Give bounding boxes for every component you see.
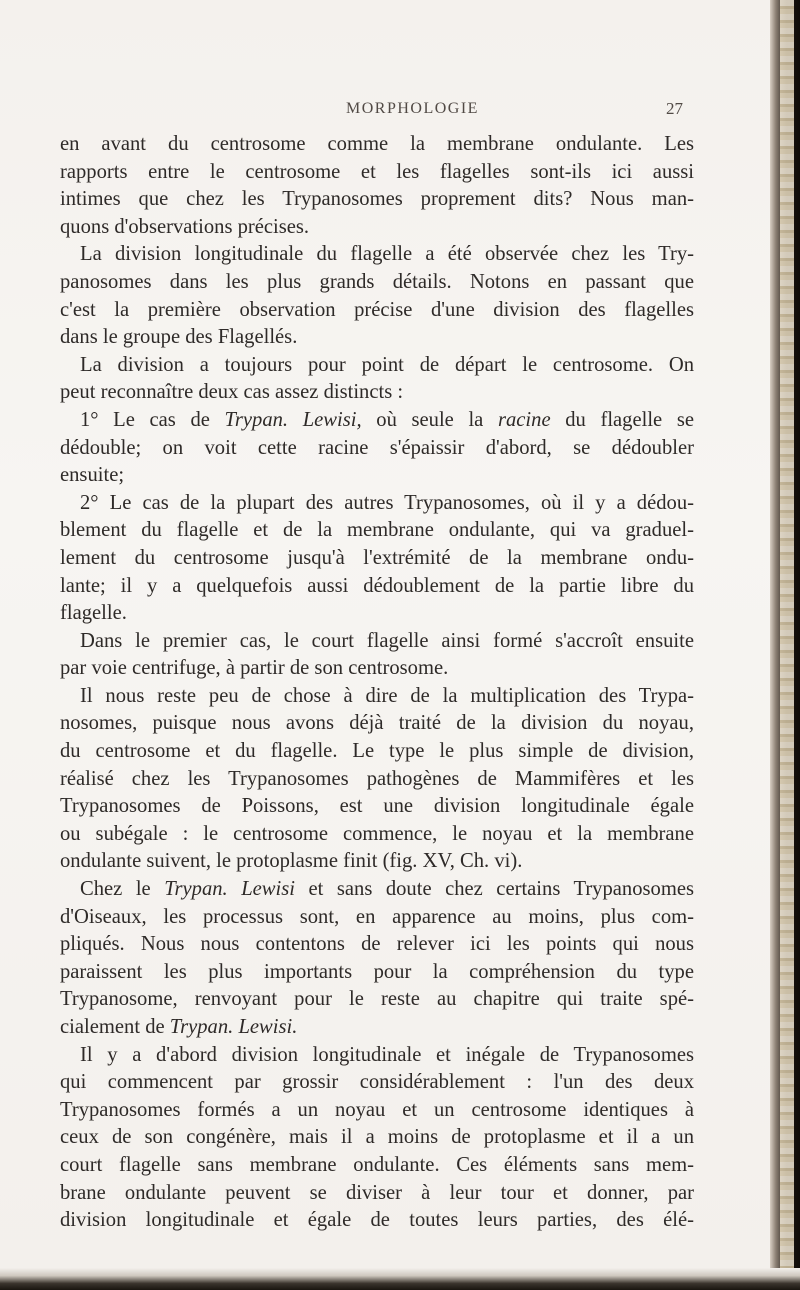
text-line: [60, 655, 694, 683]
text-segment: peut reconnaître deux cas assez distincts :: [60, 381, 404, 404]
text-line: [60, 241, 694, 269]
text-line: [60, 407, 694, 435]
text-segment: Il y a d'abord division longitudinale et inégale de Trypanosomes: [80, 1043, 694, 1066]
text-line: [60, 738, 694, 766]
running-title: MORPHOLOGIE: [346, 100, 479, 117]
text-segment: qui commencent par grossir considérablement : l'un des deux: [60, 1071, 694, 1094]
text-segment: d'Oiseaux, les processus sont, en apparence au moins, plus com-: [60, 905, 694, 928]
text-line: [60, 766, 694, 794]
text-line: [60, 710, 694, 738]
text-line: [60, 1180, 694, 1208]
text-segment: pliqués. Nous nous contentons de relever ici les points qui nous: [60, 933, 694, 956]
text-segment: ou subégale : le centrosome commence, le noyau et la membrane: [60, 822, 694, 845]
text-line: [60, 159, 694, 187]
text-segment: dédouble; on voit cette racine s'épaissir d'abord, se dédoubler: [60, 436, 694, 459]
text-line: [60, 876, 694, 904]
text-line: [60, 931, 694, 959]
text-segment: Trypanosomes formés a un noyau et un centrosome identiques à: [60, 1098, 694, 1121]
text-segment: du centrosome et du flagelle. Le type le plus simple de division,: [60, 740, 694, 763]
text-segment: en avant du centrosome comme la membrane ondulante. Les: [60, 133, 694, 155]
text-segment: réalisé chez les Trypanosomes pathogènes de Mammifères et les: [60, 767, 694, 790]
text-line: [60, 269, 694, 297]
text-segment: flagelle.: [60, 602, 127, 625]
text-segment: dans le groupe des Flagellés.: [60, 326, 298, 349]
text-line: [60, 848, 694, 876]
text-segment: La division a toujours pour point de départ le centrosome. On: [80, 353, 694, 376]
text-segment: ceux de son congénère, mais il a moins de protoplasme et il a un: [60, 1126, 694, 1149]
page-edge-strip: [780, 0, 794, 1290]
text-line: [60, 1069, 694, 1097]
text-line: [60, 821, 694, 849]
text-segment: par voie centrifuge, à partir de son centrosome.: [60, 657, 449, 680]
text-line: [60, 1042, 694, 1070]
text-segment: nosomes, puisque nous avons déjà traité de la division du noyau,: [60, 712, 694, 735]
text-line: [60, 1014, 694, 1042]
text-line: [60, 1152, 694, 1180]
text-line: [60, 324, 694, 352]
text-line: [60, 490, 694, 518]
text-line: [60, 1207, 694, 1235]
text-segment: c'est la première observation précise d'une division des flagelles: [60, 298, 694, 321]
text-line: [60, 600, 694, 628]
running-head: [0, 100, 770, 124]
text-line: [60, 628, 694, 656]
text-segment: lement du centrosome jusqu'à l'extrémité de la membrane ondu-: [60, 546, 694, 569]
page-number: 27: [666, 99, 683, 118]
text-segment: blement du flagelle et de la membrane ondulante, qui va graduel-: [60, 519, 694, 542]
text-line: [60, 131, 694, 159]
text-line: [60, 573, 694, 601]
text-line: [60, 986, 694, 1014]
text-line: [60, 545, 694, 573]
text-line: [60, 352, 694, 380]
text-segment: ensuite;: [60, 464, 125, 487]
text-segment: Trypanosome, renvoyant pour le reste au chapitre qui traite spé-: [60, 988, 694, 1011]
text-segment: du flagelle se: [550, 408, 694, 431]
text-segment: La division longitudinale du flagelle a été observée chez les Try-: [80, 243, 694, 266]
text-segment: paraissent les plus importants pour la compréhension du type: [60, 960, 694, 983]
text-segment: Dans le premier cas, le court flagelle ainsi formé s'accroît ensuite: [80, 629, 694, 652]
italic-text: Trypan. Lewisi: [164, 878, 295, 901]
page-bottom-shadow: [0, 1268, 800, 1290]
italic-text: Trypan. Lewisi,: [224, 408, 362, 431]
text-segment: Trypanosomes de Poissons, est une division longitudinale égale: [60, 795, 694, 818]
text-line: [60, 1124, 694, 1152]
text-line: [60, 186, 694, 214]
text-segment: division longitudinale et égale de toutes leurs parties, des élé-: [60, 1209, 694, 1232]
text-segment: court flagelle sans membrane ondulante. Ces éléments sans mem-: [60, 1153, 694, 1176]
text-line: [60, 297, 694, 325]
text-segment: Chez le: [80, 878, 165, 901]
text-segment: cialement de: [60, 1016, 170, 1038]
text-segment: 1° Le cas de: [80, 408, 225, 431]
text-line: [60, 435, 694, 463]
text-segment: panosomes dans les plus grands détails. Notons en passant que: [60, 270, 694, 293]
text-segment: 2° Le cas de la plupart des autres Trypanosomes, où il y a dédou-: [80, 491, 694, 514]
text-segment: rapports entre le centrosome et les flagelles sont-ils ici aussi: [60, 160, 694, 183]
text-line: [60, 959, 694, 987]
text-line: [60, 683, 694, 711]
text-line: [60, 214, 694, 242]
text-segment: ondulante suivent, le protoplasme finit (fig. XV, Ch. vi).: [60, 850, 523, 873]
page-edge-shadow: [770, 0, 800, 1290]
text-segment: quons d'observations précises.: [60, 215, 310, 238]
text-segment: Il nous reste peu de chose à dire de la multiplication des Trypa-: [80, 684, 694, 707]
text-segment: où seule la: [361, 408, 498, 431]
body-text: [60, 131, 694, 1235]
text-line: [60, 462, 694, 490]
text-line: [60, 793, 694, 821]
text-line: [60, 379, 694, 407]
text-segment: lante; il y a quelquefois aussi dédoublement de la partie libre du: [60, 574, 694, 597]
text-line: [60, 517, 694, 545]
text-line: [60, 1097, 694, 1125]
text-line: [60, 904, 694, 932]
text-segment: intimes que chez les Trypanosomes proprement dits? Nous man-: [60, 188, 694, 211]
italic-text: Trypan. Lewisi.: [169, 1016, 298, 1038]
italic-text: racine: [497, 408, 551, 431]
text-segment: et sans doute chez certains Trypanosomes: [295, 878, 694, 901]
text-segment: brane ondulante peuvent se diviser à leur tour et donner, par: [60, 1181, 694, 1204]
